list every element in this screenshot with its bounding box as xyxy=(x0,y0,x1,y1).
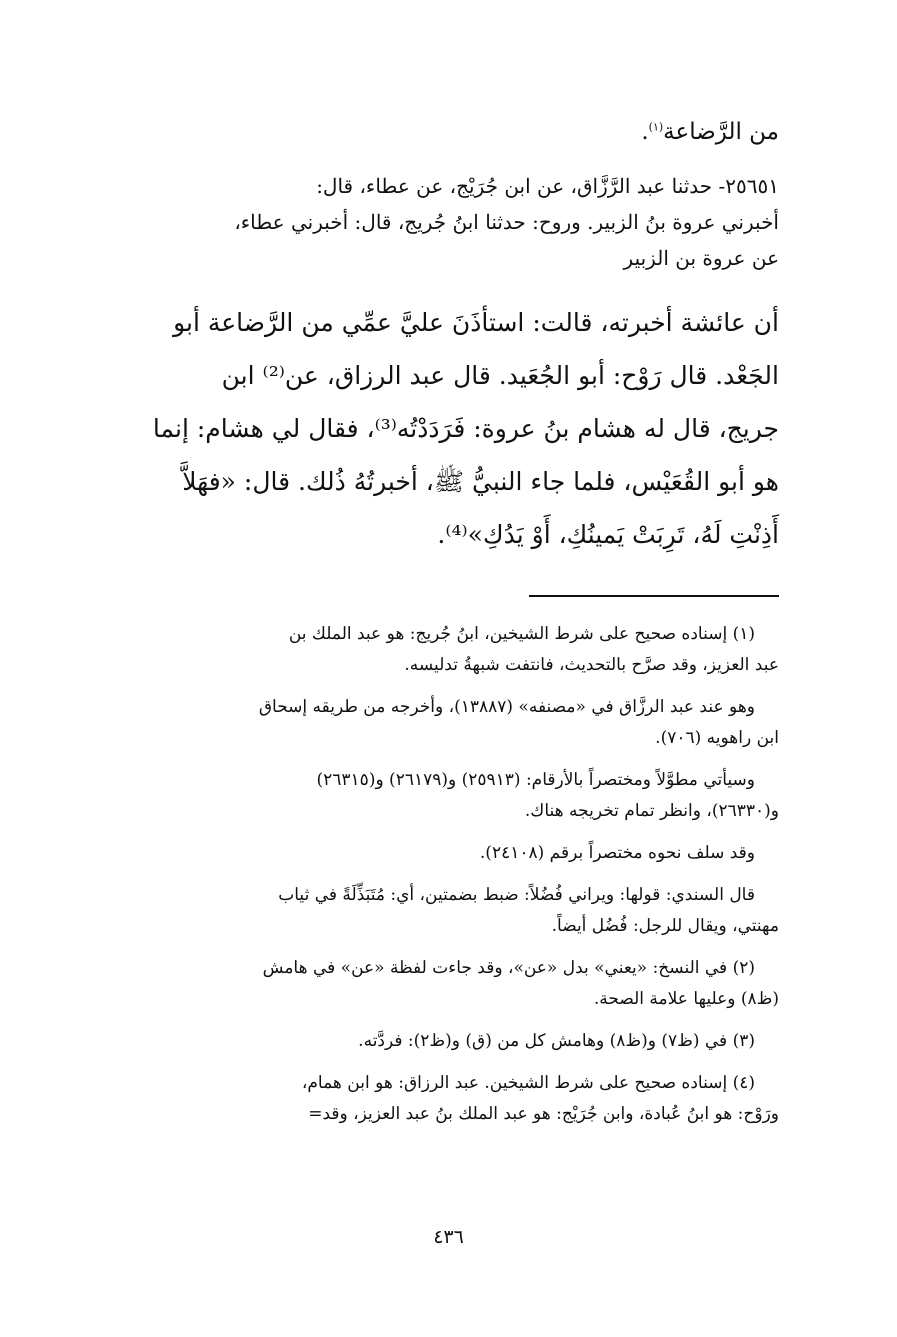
footnote-line: (١) إسناده صحيح على شرط الشيخين، ابنُ جُريج: هو عبد الملك بن xyxy=(288,624,755,644)
footnote-paragraph xyxy=(78,765,779,827)
footnote-paragraph xyxy=(78,838,779,869)
footnote-paragraph xyxy=(78,880,779,942)
continuation-text: من الرَّضاعة xyxy=(663,119,779,145)
matn-line: أَذِنْتِ لَهُ، تَرِبَتْ يَمينُكِ، أَوْ يَدُكِ»⁽⁴⁾. xyxy=(437,520,779,549)
footnote-line: و(٢٦٣٣٠)، وانظر تمام تخريجه هناك. xyxy=(524,801,779,821)
footnote-line: ورَوْح: هو ابنُ عُبادة، وابن جُرَيْج: هو عبد الملك بنُ عبد العزيز، وقد= xyxy=(308,1104,779,1124)
matn-line: أن عائشة أخبرته، قالت: استأذَنَ عليَّ عمِّي من الرَّضاعة أبو xyxy=(173,308,779,337)
footnote-line: (٢) في النسخ: «يعني» بدل «عن»، وقد جاءت لفظة «عن» في هامش xyxy=(262,958,755,978)
isnad-line: ٢٥٦٥١- حدثنا عبد الرَّزَّاق، عن ابن جُرَيْج، عن عطاء، قال: xyxy=(316,174,779,198)
footnote-paragraph xyxy=(78,619,779,681)
isnad-line: عن عروة بن الزبير xyxy=(623,246,779,270)
footnote-paragraph xyxy=(78,692,779,754)
footnote-line: (٤) إسناده صحيح على شرط الشيخين. عبد الرزاق: هو ابن همام، xyxy=(301,1073,755,1093)
footnote-ref-1: (١) xyxy=(648,120,664,134)
hadith-matn xyxy=(78,296,779,561)
footnote-line: (٣) في (ظ٧) و(ظ٨) وهامش كل من (ق) و(ظ٢): فردَّته. xyxy=(358,1031,755,1051)
hadith-isnad xyxy=(78,168,779,276)
footnote-paragraph xyxy=(78,1026,779,1057)
footnote-line: (ظ٨) وعليها علامة الصحة. xyxy=(593,989,779,1009)
footnote-line: وهو عند عبد الرزَّاق في «مصنفه» (١٣٨٨٧)، وأخرجه من طريقه إسحاق xyxy=(258,697,755,717)
matn-line: جريج، قال له هشام بنُ عروة: فَرَدَدْتُه⁽³⁾، فقال لي هشام: إنما xyxy=(152,414,779,443)
footnote-line: وسيأتي مطوَّلاً ومختصراً بالأرقام: (٢٥٩١٣) و(٢٦١٧٩) و(٢٦٣١٥) xyxy=(316,770,755,790)
book-page xyxy=(78,110,779,1297)
footnote-paragraph xyxy=(78,1068,779,1130)
footnote-line: عبد العزيز، وقد صرَّح بالتحديث، فانتفت شبهةُ تدليسه. xyxy=(404,655,779,675)
footnote-line: وقد سلف نحوه مختصراً برقم (٢٤١٠٨). xyxy=(479,843,755,863)
continuation-line xyxy=(78,110,779,154)
isnad-line: أخبرني عروة بنُ الزبير. وروح: حدثنا ابنُ جُريج، قال: أخبرني عطاء، xyxy=(234,210,779,234)
page-number: ٤٣٦ xyxy=(433,1226,464,1248)
footnote-line: مهنتي، ويقال للرجل: فُضُل أيضاً. xyxy=(551,916,779,936)
matn-line: الجَعْد. قال رَوْح: أبو الجُعَيد. قال عبد الرزاق، عن⁽²⁾ ابن xyxy=(221,361,779,390)
footnote-separator xyxy=(529,595,779,597)
continuation-end: . xyxy=(641,119,649,145)
footnote-line: ابن راهويه (٧٠٦). xyxy=(655,728,779,748)
footnote-paragraph xyxy=(78,953,779,1015)
matn-line: هو أبو القُعَيْس، فلما جاء النبيُّ ﷺ، أخبرتُهُ ذُلك. قال: «فهَلاَّ xyxy=(182,467,779,496)
footnote-line: قال السندي: قولها: ويراني فُضُلاً: ضبط بضمتين، أي: مُتَبَذِّلَةً في ثياب xyxy=(278,885,755,905)
footnotes-section xyxy=(78,619,779,1130)
